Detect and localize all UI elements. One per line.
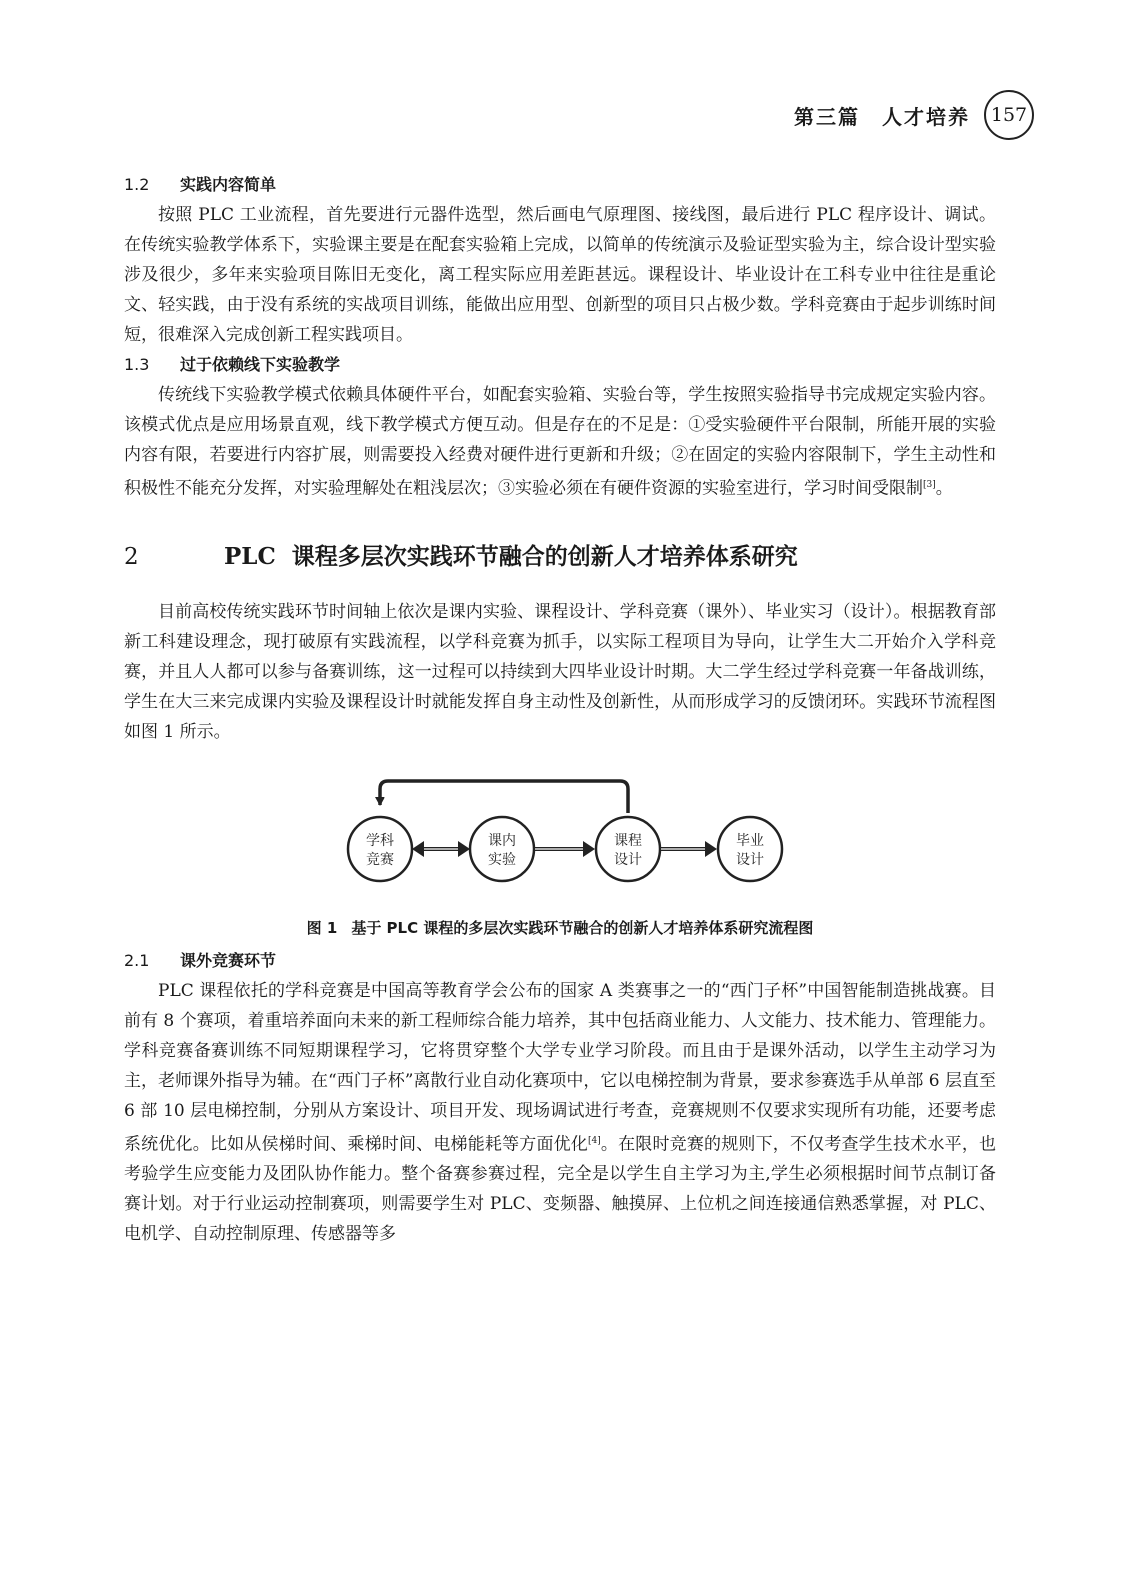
section-2-1-heading bbox=[124, 946, 996, 976]
node-label: 毕业 bbox=[736, 832, 764, 849]
section-1-3-paragraph bbox=[124, 380, 996, 504]
node-label: 课程 bbox=[614, 832, 642, 849]
node-circle bbox=[470, 817, 534, 881]
page-body bbox=[124, 170, 996, 1249]
running-header bbox=[794, 90, 1034, 140]
arrow-head bbox=[705, 841, 717, 857]
citation: [4] bbox=[588, 1135, 601, 1146]
section-1-2-heading bbox=[124, 170, 996, 200]
node-circle bbox=[596, 817, 660, 881]
section-1-3-heading bbox=[124, 350, 996, 380]
section-title: 课程多层次实践环节融合的创新人才培养体系研究 bbox=[291, 542, 798, 570]
section-2-1-paragraph bbox=[124, 976, 996, 1250]
node-label: 竞赛 bbox=[366, 851, 394, 868]
node-label: 课内 bbox=[488, 832, 516, 849]
arrow-head-right bbox=[458, 841, 470, 857]
node-label: 设计 bbox=[736, 851, 764, 868]
section-title: 过于依赖线下实验教学 bbox=[180, 355, 341, 374]
section-title: 课外竞赛环节 bbox=[180, 950, 277, 970]
section-number: 1.3 bbox=[124, 355, 150, 374]
section-prefix: PLC bbox=[224, 542, 276, 570]
flow-diagram bbox=[124, 777, 996, 907]
figure-caption-text: 基于 PLC 课程的多层次实践环节融合的创新人才培养体系研究流程图 bbox=[351, 918, 814, 937]
paragraph-end: 。 bbox=[935, 478, 953, 499]
arrow-head bbox=[583, 841, 595, 857]
node-label: 设计 bbox=[614, 851, 642, 868]
section-2-paragraph: 目前高校传统实践环节时间轴上依次是课内实验、课程设计、学科竞赛（课外）、毕业实习（设计）。根据教育部新工科建设理念，现打破原有实践流程，以学科竞赛为抓手，以实际工程项目为导向，让学生大二开始介入学科竞赛，并且人人都可以参与备赛训练，这一过程可以持续到大四毕业设计时期。大二学生经过学科竞赛一年备战训练，学生在大三来完成课内实验及课程设计时就能发挥自身主动性及创新性，从而形成学习的反馈闭环。实践环节流程图如图 1 所示。 bbox=[124, 601, 996, 742]
section-1-2-paragraph: 按照 PLC 工业流程，首先要进行元器件选型，然后画电气原理图、接线图，最后进行 PLC 程序设计、调试。在传统实验教学体系下，实验课主要是在配套实验箱上完成，以简单的传统演示及验证型实验为主，综合设计型实验涉及很少，多年来实验项目陈旧无变化，离工程实际应用差距甚远。课程设计、毕业设计在工科专业中往往是重论文、轻实践，由于没有系统的实战项目训练，能做出应用型、创新型的项目只占极少数。学科竞赛由于起步训练时间短，很难深入完成创新工程实践项目。 bbox=[124, 205, 996, 345]
citation: [3] bbox=[923, 480, 936, 490]
node-circle bbox=[348, 817, 412, 881]
paragraph-text: 传统线下实验教学模式依赖具体硬件平台，如配套实验箱、实验台等，学生按照实验指导书完成规定实验内容。该模式优点是应用场景直观，线下教学模式方便互动。但是存在的不足是：①受实验硬件平台限制，所能开展的实验内容有限，若要进行内容扩展，则需要投入经费对硬件进行更新和升级；②在固定的实验内容限制下，学生主动性和积极性不能充分发挥，对实验理解处在粗浅层次；③实验必须在有硬件资源的实验室进行，学习时间受限制 bbox=[124, 385, 996, 499]
section-number: 2 bbox=[124, 543, 139, 570]
arrow-head-left bbox=[412, 841, 424, 857]
section-number: 1.2 bbox=[124, 175, 150, 194]
node-label: 实验 bbox=[488, 851, 516, 868]
section-title: 实践内容简单 bbox=[180, 175, 277, 194]
paragraph-text-continued: 。在限时竞赛的规则下，不仅考查学生技术水平，也考验学生应变能力及团队协作能力。整个备赛参赛过程，完全是以学生自主学习为主,学生必须根据时间节点制订备赛计划。对于行业运动控制赛项，则需要学生对 PLC、变频器、触摸屏、上位机之间连接通信熟悉掌握，对 PLC、电机学、自动控制原理、传感器等多 bbox=[124, 1134, 997, 1245]
node-label: 学科 bbox=[366, 832, 394, 849]
section-number: 2.1 bbox=[124, 950, 150, 970]
paragraph-text: PLC 课程依托的学科竞赛是中国高等教育学会公布的国家 A 类赛事之一的“西门子杯”中国智能制造挑战赛。目前有 8 个赛项，着重培养面向未来的新工程师综合能力培养，其中包括商业能力、人文能力、技术能力、管理能力。学科竞赛备赛训练不同短期课程学习，它将贯穿整个大学专业学习阶段。而且由于是课外活动，以学生主动学习为主，老师课外指导为辅。在“西门子杯”离散行业自动化赛项中，它以电梯控制为背景，要求参赛选手从单部 6 层直至 6 部 10 层电梯控制，分别从方案设计、项目开发、现场调试进行考查，竞赛规则不仅要求实现所有功能，还要考虑系统优化。比如从侯梯时间、乘梯时间、电梯能耗等方面优化 bbox=[124, 980, 997, 1155]
part-title: 第三篇 人才培养 bbox=[794, 104, 970, 129]
flow-diagram-svg bbox=[344, 777, 784, 907]
section-2-heading bbox=[124, 538, 996, 571]
node-circle bbox=[718, 817, 782, 881]
page-number: 157 bbox=[984, 90, 1034, 140]
figure-label: 图 1 bbox=[306, 918, 338, 937]
feedback-arrow-inner bbox=[385, 786, 623, 813]
figure-caption bbox=[124, 917, 996, 938]
